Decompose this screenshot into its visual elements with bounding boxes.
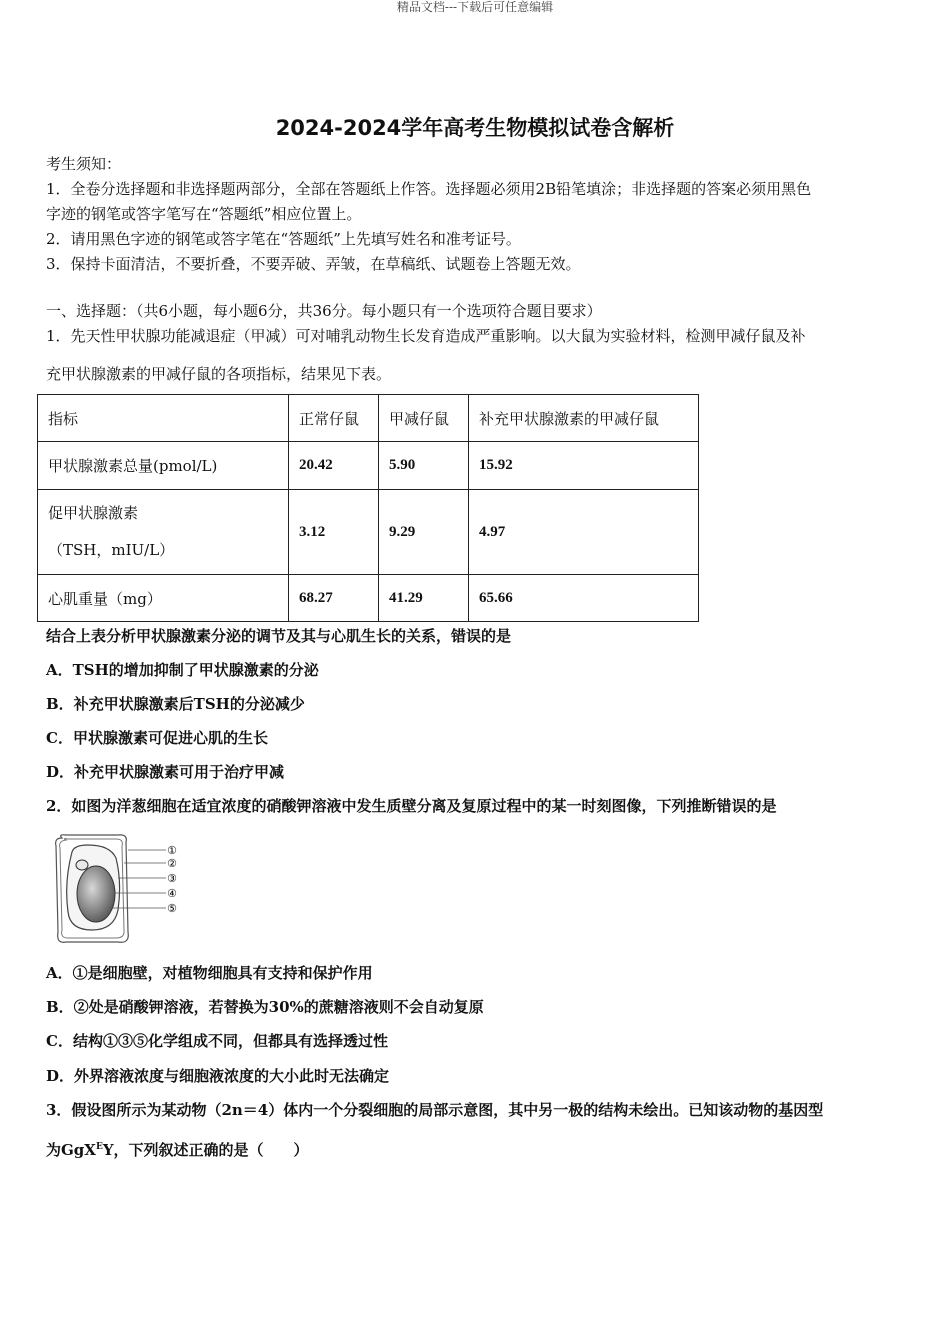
- table-header-cell: 补充甲状腺激素的甲减仔鼠: [469, 395, 699, 442]
- notice-heading: 考生须知：: [46, 155, 122, 173]
- table-row: [38, 442, 699, 490]
- table-cell: 3.12: [289, 490, 379, 575]
- notice-item: 3．保持卡面清洁，不要折叠，不要弄破、弄皱，在草稿纸、试题卷上答题无效。: [46, 255, 581, 273]
- table-row-label: 心肌重量（mg）: [38, 575, 289, 622]
- table-cell: 20.42: [289, 442, 379, 490]
- q3-stem-suffix: Y，下列叙述正确的是（ ）: [102, 1141, 309, 1159]
- table-cell: 68.27: [289, 575, 379, 622]
- table-header-row: [38, 395, 699, 442]
- table-cell: 41.29: [379, 575, 469, 622]
- table-cell: 9.29: [379, 490, 469, 575]
- table-row-label-unit: （TSH，mIU/L）: [48, 541, 175, 559]
- table-cell: 4.97: [469, 490, 699, 575]
- q1-option-b: B．补充甲状腺激素后TSH的分泌减少: [46, 695, 305, 713]
- notice-block: [46, 152, 906, 277]
- diagram-label: ③: [167, 872, 177, 885]
- q2-option-c: C．结构①③⑤化学组成不同，但都具有选择透过性: [46, 1032, 388, 1050]
- q1-option-c: C．甲状腺激素可促进心肌的生长: [46, 729, 268, 747]
- table-cell: 15.92: [469, 442, 699, 490]
- table-cell: 5.90: [379, 442, 469, 490]
- table-header-cell: 正常仔鼠: [289, 395, 379, 442]
- diagram-label: ④: [167, 887, 177, 900]
- q1-stem-line1: 1．先天性甲状腺功能减退症（甲减）可对哺乳动物生长发育造成严重影响。以大鼠为实验材料，检测甲减仔鼠及补: [46, 327, 806, 345]
- q1-option-d: D．补充甲状腺激素可用于治疗甲减: [46, 763, 285, 781]
- table-cell: 65.66: [469, 575, 699, 622]
- diagram-label: ①: [167, 844, 177, 857]
- q2-option-b: B．②处是硝酸钾溶液，若替换为30%的蔗糖溶液则不会自动复原: [46, 998, 484, 1016]
- table-row: [38, 490, 699, 575]
- q3-stem-superscript: E: [95, 1142, 103, 1152]
- indicator-table: [37, 394, 699, 622]
- q3-stem-line2: [46, 1137, 309, 1160]
- table-row-label-cell: [38, 490, 289, 575]
- table-header-cell: 甲减仔鼠: [379, 395, 469, 442]
- q2-option-a: A．①是细胞壁，对植物细胞具有支持和保护作用: [46, 964, 373, 982]
- page-title: 2024-2024学年高考生物模拟试卷含解析: [275, 116, 675, 140]
- header-note: 精品文档---下载后可任意编辑: [396, 0, 554, 14]
- q1-stem-line2: 充甲状腺激素的甲减仔鼠的各项指标，结果见下表。: [46, 365, 392, 383]
- table-row-label: 促甲状腺激素: [48, 504, 139, 522]
- notice-item: 2．请用黑色字迹的钢笔或答字笔在“答题纸”上先填写姓名和准考证号。: [46, 230, 521, 248]
- table-row: [38, 575, 699, 622]
- q2-option-d: D．外界溶液浓度与细胞液浓度的大小此时无法确定: [46, 1067, 390, 1085]
- section-heading: 一、选择题：（共6小题，每小题6分，共36分。每小题只有一个选项符合题目要求）: [46, 302, 602, 320]
- q2-stem: 2．如图为洋葱细胞在适宜浓度的硝酸钾溶液中发生质壁分离及复原过程中的某一时刻图像，下列推断错误的是: [46, 797, 777, 815]
- table-row-label: 甲状腺激素总量(pmol/L): [38, 442, 289, 490]
- notice-item: 1．全卷分选择题和非选择题两部分，全部在答题纸上作答。选择题必须用2B铅笔填涂；非选择题的答案必须用黑色: [46, 180, 812, 198]
- q1-option-a: A．TSH的增加抑制了甲状腺激素的分泌: [46, 661, 319, 679]
- q1-question: 结合上表分析甲状腺激素分泌的调节及其与心肌生长的关系，错误的是: [46, 627, 512, 645]
- q3-stem-line1: 3．假设图所示为某动物（2n＝4）体内一个分裂细胞的局部示意图，其中另一极的结构未绘出。已知该动物的基因型: [46, 1101, 824, 1119]
- table-header-cell: 指标: [38, 395, 289, 442]
- notice-item: 字迹的钢笔或答字笔写在“答题纸”相应位置上。: [46, 205, 362, 223]
- diagram-label: ⑤: [167, 902, 177, 915]
- plant-cell-diagram: [48, 832, 188, 947]
- diagram-label: ②: [167, 857, 177, 870]
- q3-stem-prefix: 为GgX: [46, 1141, 96, 1159]
